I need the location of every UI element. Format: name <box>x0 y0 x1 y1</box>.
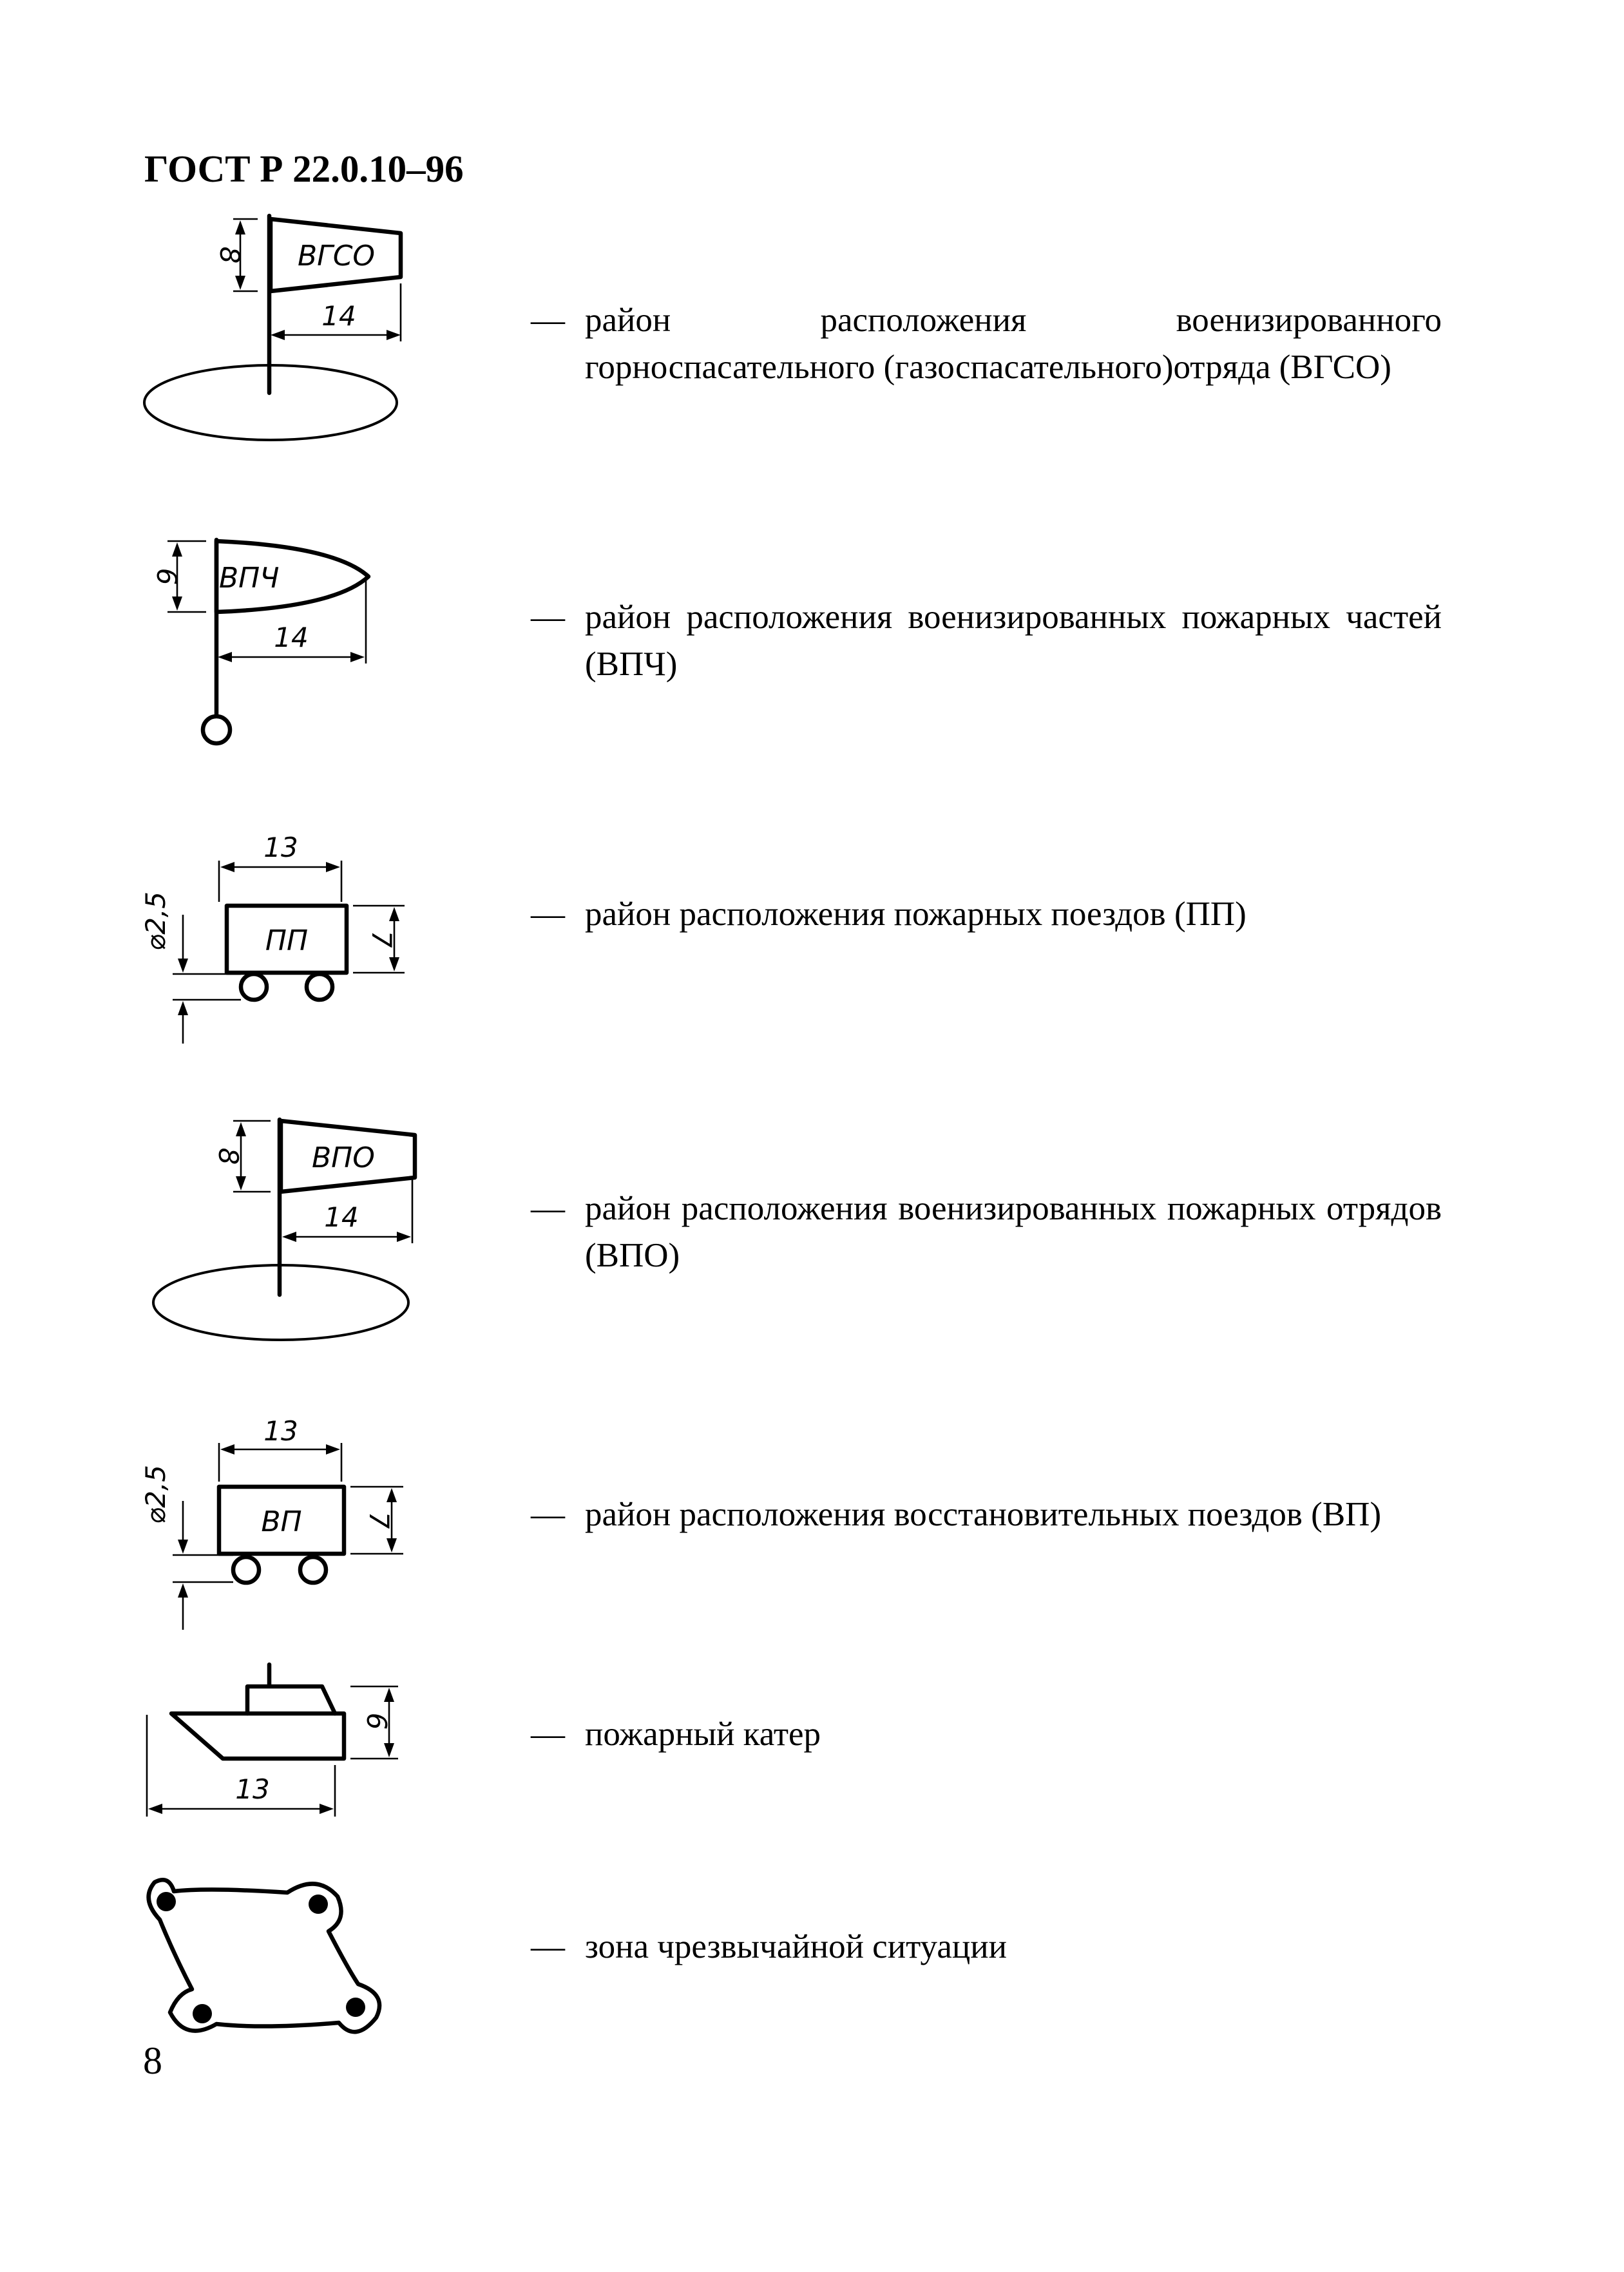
symbol-vpo-dim-width: 14 <box>324 1201 359 1233</box>
symbol-vp-dim-wheel: ⌀2,5 <box>140 1464 171 1525</box>
symbol-fire-boat <box>147 1665 398 1817</box>
symbol-vpo-dim-height: 8 <box>213 1147 244 1165</box>
symbol-vpch-dim-height: 6 <box>151 568 182 586</box>
symbol-vgso <box>144 216 401 440</box>
document-header: ГОСТ Р 22.0.10–96 <box>144 148 464 190</box>
entry-3-dash: — <box>531 895 565 933</box>
symbol-pp <box>140 832 405 1044</box>
entry-7-text: зона чрезвычайной ситуации <box>585 1928 1007 1965</box>
entry-2-text: район расположения военизированных пожарных частей (ВПЧ) <box>585 598 1442 683</box>
entry-4-text: район расположения военизированных пожарных отрядов (ВПО) <box>585 1190 1442 1274</box>
entry-4-dash: — <box>531 1190 565 1227</box>
symbol-pp-dim-wheel: ⌀2,5 <box>140 891 171 951</box>
symbol-pp-dim-height: 7 <box>366 930 397 948</box>
symbol-vp-label: ВП <box>261 1505 302 1538</box>
symbol-vp-dim-width: 13 <box>263 1415 298 1447</box>
symbol-fire-boat-dim-height: 6 <box>361 1712 392 1730</box>
symbol-vpo <box>153 1120 415 1340</box>
symbol-fire-boat-dim-width: 13 <box>235 1773 270 1805</box>
entry-6-dash: — <box>531 1715 565 1753</box>
symbol-vgso-label: ВГСО <box>298 240 376 272</box>
symbol-vgso-dim-width: 14 <box>321 300 356 332</box>
symbol-vpo-label: ВПО <box>312 1141 375 1174</box>
symbol-vpch-label: ВПЧ <box>219 562 280 595</box>
entry-2-dash: — <box>531 598 565 636</box>
entry-5-text: район расположения восстановительных поездов (ВП) <box>585 1496 1382 1533</box>
entry-7-dash: — <box>531 1928 565 1965</box>
entry-1-text: район расположения военизированного горноспасательного (газоспасательного)отряда (ВГСО) <box>585 301 1442 386</box>
entry-3-text: район расположения пожарных поездов (ПП) <box>585 895 1247 933</box>
symbol-pp-dim-width: 13 <box>263 832 298 863</box>
symbol-vp-dim-height: 7 <box>363 1511 395 1529</box>
symbol-pp-label: ПП <box>265 924 309 957</box>
symbol-vpch <box>151 540 368 743</box>
symbol-vp <box>140 1415 403 1630</box>
entry-1-dash: — <box>531 301 565 339</box>
symbol-vgso-dim-height: 8 <box>214 246 245 264</box>
entry-5-dash: — <box>531 1496 565 1533</box>
page-number: 8 <box>143 2039 162 2082</box>
entry-6-text: пожарный катер <box>585 1715 821 1753</box>
symbol-emergency-zone <box>149 1880 379 2032</box>
symbol-vpch-dim-width: 14 <box>274 622 309 653</box>
